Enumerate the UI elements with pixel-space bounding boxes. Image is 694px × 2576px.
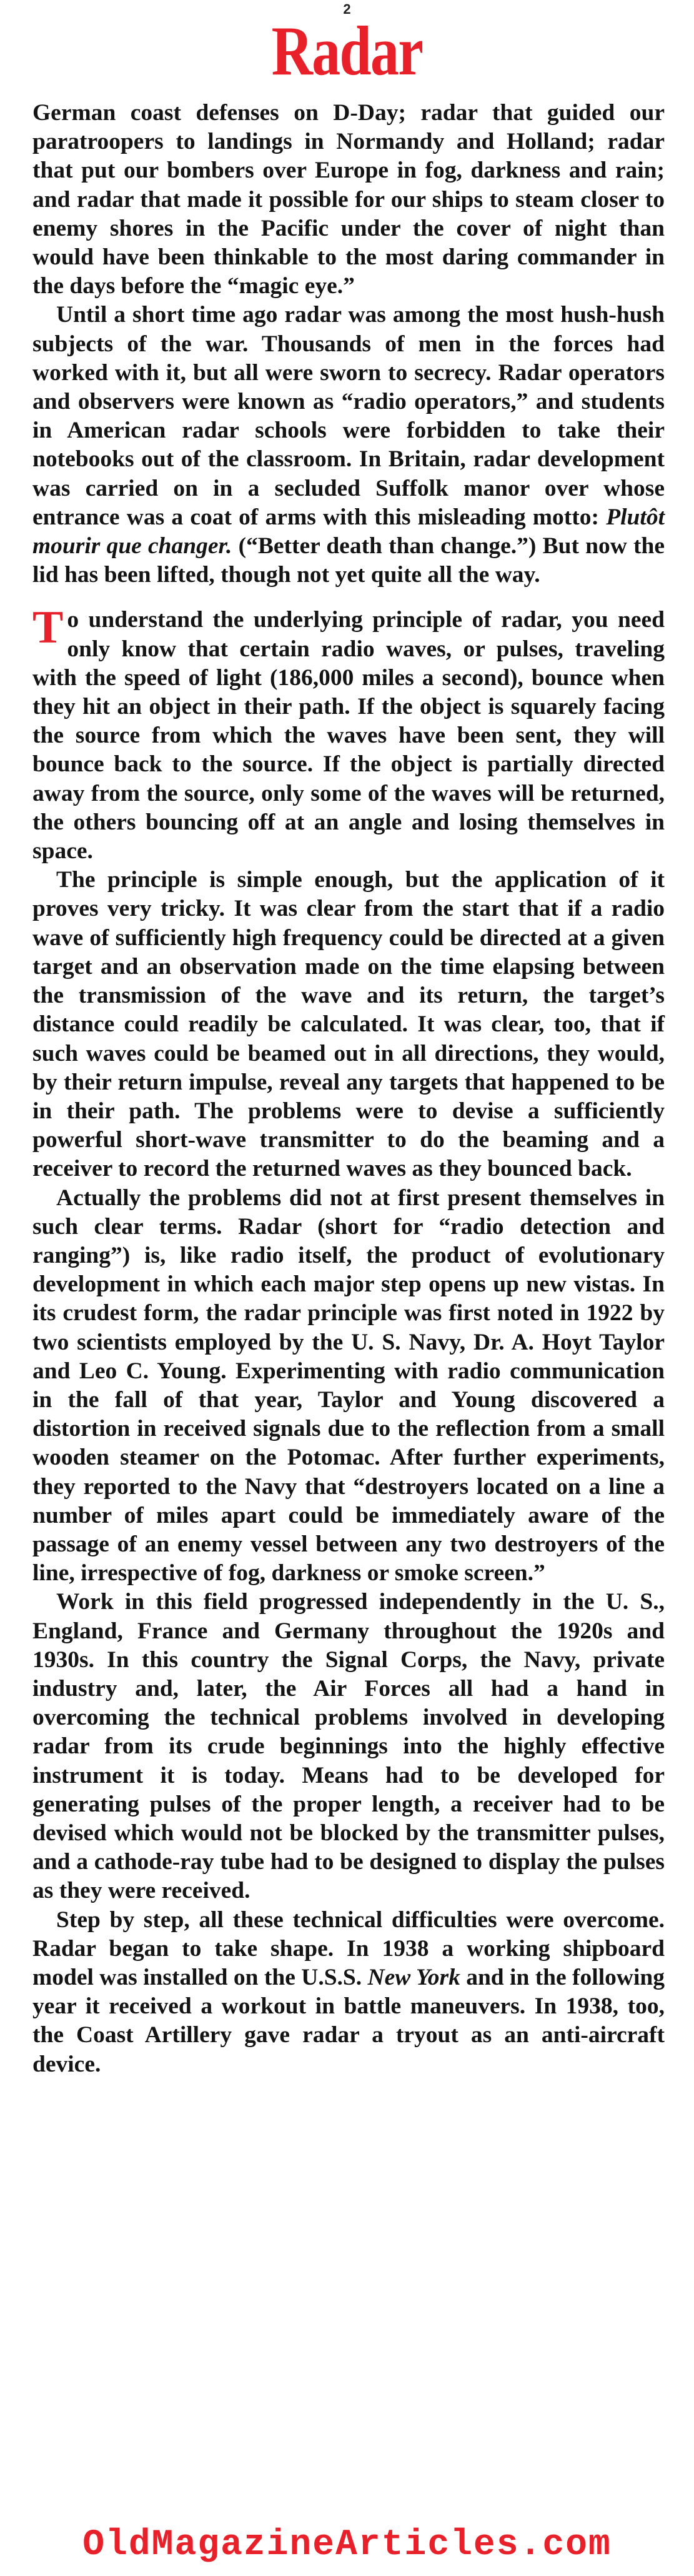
paragraph-3-text: o understand the underlying principle of radar, you need only know that certain radio waves, or pulses, traveling with the speed of light (186,000 miles a second), bounce when they hit an object in their path. If the object is squarely facing the source from which the waves have been sent, they will bounce back to the source. If the object is partially directed away from the source, only some of the waves will be returned, the others bouncing off at an angle and losing themselves in space.: [32, 607, 665, 865]
paragraph-1-text: German coast defenses on D-Day; radar that guided our paratroopers to landings in Normandy and Holland; radar that put our bombers over Europe in fog, darkness and rain; and radar that made it possible for our ships to steam closer to enemy shores in the Pacific under the cover of night than would have been thinkable to the most daring commander in the days before the “magic eye.”: [32, 100, 665, 299]
paragraph-7-text-b: and in the following year it received a workout in battle maneuvers. In 1938, too, the Coast Artillery gave radar a tryout as an anti-aircraft device.: [32, 1965, 665, 2077]
paragraph-7: [32, 1906, 665, 2079]
article-body: [32, 99, 665, 2079]
page-number: 2: [343, 1, 351, 17]
paragraph-1: [32, 99, 665, 301]
paragraph-2-text-a: Until a short time ago radar was among the most hush-hush subjects of the war. Thousands of men in the forces had worked with it, but all were sworn to secrecy. Radar operators and observers were known as “radio operators,” and students in American radar schools were forbidden to take their notebooks out of the classroom. In Britain, radar development was carried on in a secluded Suffolk manor over whose entrance was a coat of arms with this misleading motto:: [32, 302, 665, 530]
paragraph-7-ship-name: New York: [367, 1965, 460, 1990]
paragraph-6-text: Work in this field progressed independently in the U. S., England, France and Germany throughout the 1920s and 1930s. In this country the Signal Corps, the Navy, private industry and, later, the Air Forces all had a hand in overcoming the technical problems involved in developing radar from its crude beginnings into the highly effective instrument it is today. Means had to be developed for generating pulses of the proper length, a receiver had to be devised which would not be blocked by the transmitter pulses, and a cathode-ray tube had to be designed to display the pulses as they were received.: [32, 1589, 665, 1904]
paragraph-2-motto: Plutôt mourir que changer.: [32, 504, 665, 559]
article-title: Radar: [271, 13, 423, 90]
drop-cap: T: [32, 602, 64, 654]
paragraph-4: [32, 866, 665, 1183]
paragraph-3: [32, 602, 665, 866]
paragraph-4-text: The principle is simple enough, but the application of it proves very tricky. It was clear from the start that if a radio wave of sufficiently high frequency could be directed at a given target and an observation made on the time elapsing between the transmission of the wave and its return, the target’s distance could readily be calculated. It was clear, too, that if such waves could be beamed out in all directions, they would, by their return impulse, reveal any targets that happened to be in their path. The problems were to devise a sufficiently powerful short-wave transmitter to do the beaming and a receiver to record the returned waves as they bounced back.: [32, 867, 665, 1182]
paragraph-5-text: Actually the problems did not at first present themselves in such clear terms. Radar (short for “radio detection and ranging”) is, like radio itself, the product of evolutionary development in which each major step opens up new vistas. In its crudest form, the radar principle was first noted in 1922 by two scientists employed by the U. S. Navy, Dr. A. Hoyt Taylor and Leo C. Young. Experimenting with radio communication in the fall of that year, Taylor and Young discovered a distortion in received signals due to the reflection from a small wooden steamer on the Potomac. After further experiments, they reported to the Navy that “destroyers located on a line a number of miles apart could be immediately aware of the passage of an enemy vessel between any two destroyers of the line, irrespective of fog, darkness or smoke screen.”: [32, 1185, 665, 1586]
paragraph-2-text-b: (“Better death than change.”) But now the lid has been lifted, though not yet quite all the way.: [32, 533, 665, 588]
paragraph-6: [32, 1588, 665, 1905]
footer-site-link[interactable]: OldMagazineArticles.com: [82, 2525, 612, 2565]
paragraph-2: [32, 301, 665, 589]
paragraph-7-text-a: Step by step, all these technical difficulties were overcome. Radar began to take shape. In 1938 a working shipboard model was installed on the U.S.S.: [32, 1907, 665, 1990]
paragraph-5: [32, 1184, 665, 1588]
